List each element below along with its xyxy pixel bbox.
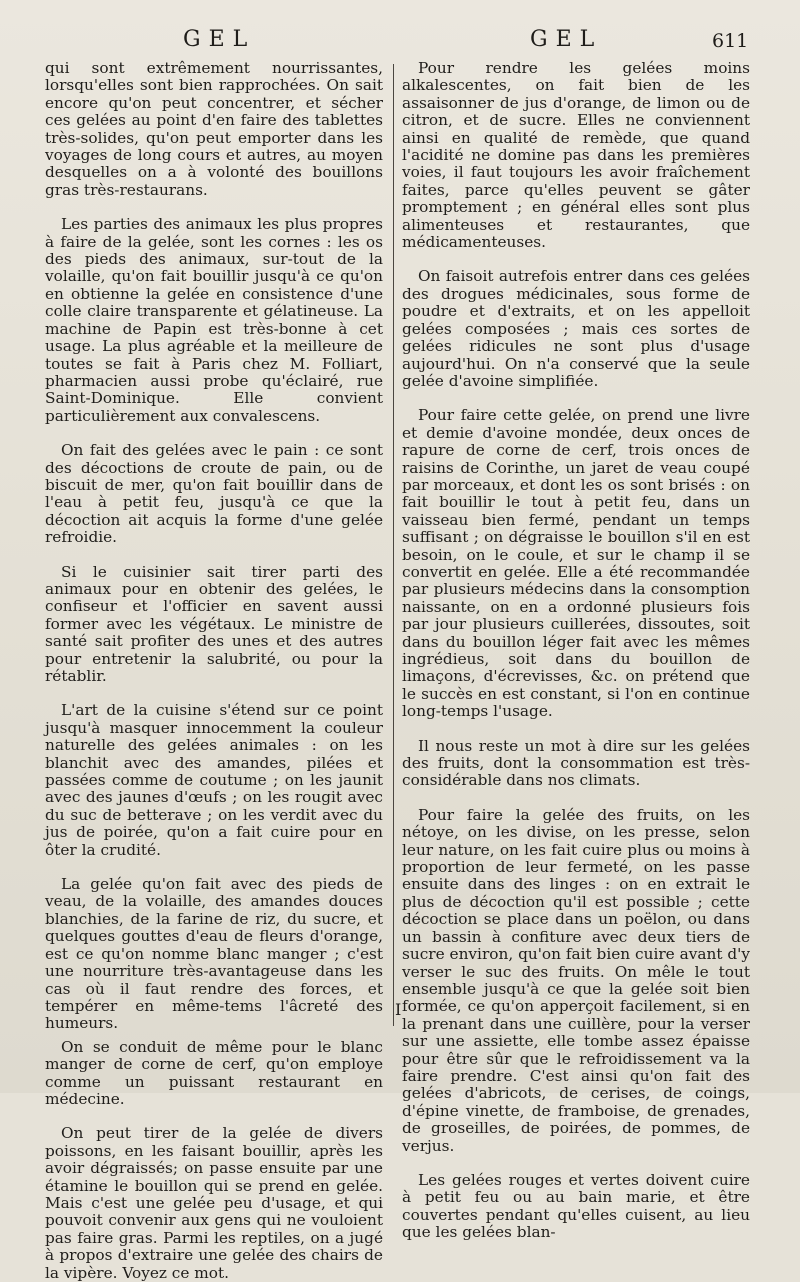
paragraph: Les parties des animaux les plus propres à faire de la gelée, sont les cornes : les os des pieds des animaux, sur-tout de la volaille, qu'on fait bouillir jusqu'à ce qu'on en obtienne la gelée en consistence d'une colle claire transparente et gélatineuse. La machine de Papin est très-bonne à cet usage. La plus agréable et la meilleure de toutes se fait à Paris chez M. Folliart, pharmacien aussi probe qu'éclairé, rue Saint-Dominique. Elle convient particulièrement aux convalescens. <box>45 215 383 425</box>
left-column <box>45 60 383 1282</box>
paragraph: Si le cuisinier sait tirer parti des animaux pour en obtenir des gelées, le confiseur et l'officier en savent aussi former avec les végétaux. Le ministre de santé sait profiter des unes et des autres pour entretenir la salubrité, ou pour la rétablir. <box>45 562 383 685</box>
paragraph: Il nous reste un mot à dire sur les gelées des fruits, dont la consommation est très-considérable dans nos climats. <box>402 736 750 790</box>
paragraph: Pour faire la gelée des fruits, on les nétoye, on les divise, on les presse, selon leur nature, on les fait cuire plus ou moins à proportion de leur fermeté, on les passe ensuite dans des linges : on en extrait le plus de décoction qu'il est possible ; cette décoction se place dans un poëlon, ou dans un bassin à confiture avec deux tiers de sucre environ, qu'on fait bien cuire avant d'y verser le suc des fruits. On mêle le tout ensemble jusqu'à ce que la gelée soit bien formée, ce qu'on apperçoit facilement, si en la prenant dans une cuillère, pour la verser sur une assiette, elle tombe assez épaisse pour être sûr que le refroidissement va la faire prendre. C'est ainsi qu'on fait des gelées d'abricots, de cerises, de coings, d'épine vinette, de framboise, de grenades, de groseilles, de poirées, de pommes, de verjus. <box>402 805 750 1155</box>
paragraph: Les gelées rouges et vertes doivent cuire à petit feu ou au bain marie, et être couvertes pendant qu'elles cuisent, au lieu que les gelées blan- <box>402 1170 750 1242</box>
paragraph: L'art de la cuisine s'étend sur ce point jusqu'à masquer innocemment la couleur naturelle des gelées animales : on les blanchit avec des amandes, pilées et passées comme de coutume ; on les jaunit avec des jaunes d'œufs ; on les rougit avec du suc de betterave ; on les verdit avec du jus de poirée, qu'on a fait cuire pour en ôter la crudité. <box>45 701 383 859</box>
right-column <box>402 60 750 1242</box>
paragraph: Pour rendre les gelées moins alkalescentes, on fait bien de les assaisonner de jus d'orange, de limon ou de citron, et de sucre. Elles ne conviennent ainsi en qualité de remède, que quand l'acidité ne domine pas dans les premières voies, il faut toujours les avoir fraîchement faites, parce qu'elles peuvent se gâter promptement ; en général elles sont plus alimenteuses et restaurantes, que médicamenteuses. <box>402 59 750 252</box>
signature-mark: I <box>395 1000 402 1019</box>
right-running-head: GEL <box>530 27 603 52</box>
paragraph: Pour faire cette gelée, on prend une livre et demie d'avoine mondée, deux onces de rapure de corne de cerf, trois onces de raisins de Corinthe, un jaret de veau coupé par morceaux, et dont les os sont brisés : on fait bouillir le tout à petit feu, dans un vaisseau bien fermé, pendant un temps suffisant ; on dégraisse le bouillon s'il en est besoin, on le coule, et sur le champ il se convertit en gelée. Elle a été recommandée par plusieurs médecins dans la consomption naissante, on en a ordonné plusieurs fois par jour plusieurs cuillerées, dissoutes, soit dans du bouillon léger fait avec les mêmes ingrédieus, soit dans du bouillon de limaçons, d'écrevisses, &c. on prétend que le succès en est constant, si l'on en continue long-temps l'usage. <box>402 406 750 721</box>
page-number: 611 <box>712 30 749 52</box>
paragraph: On fait des gelées avec le pain : ce sont des décoctions de croute de pain, ou de biscuit de mer, qu'on fait bouillir dans de l'eau à petit feu, jusqu'à ce que la décoction ait acquis la forme d'une gelée refroidie. <box>45 441 383 547</box>
running-header <box>0 24 800 60</box>
column-divider <box>393 64 394 1026</box>
paragraph: On peut tirer de la gelée de divers poissons, en les faisant bouillir, après les avoir dégraissés; on passe ensuite par une étamine le bouillon qui se prend en gelée. Mais c'est une gelée peu d'usage, et qui pouvoit convenir aux gens qui ne vouloient pas faire gras. Parmi les reptiles, on a jugé à propos d'extraire une gelée des chairs de la vipère. Voyez ce mot. <box>45 1124 383 1282</box>
paragraph: La gelée qu'on fait avec des pieds de veau, de la volaille, des amandes douces blanchies, de la farine de riz, du sucre, et quelques gouttes d'eau de fleurs d'orange, est ce qu'on nomme blanc manger ; c'est une nourriture très-avantageuse dans les cas où il faut rendre des forces, et tempérer en même-tems l'âcreté des humeurs. <box>45 875 383 1033</box>
paragraph: On se conduit de même pour le blanc manger de corne de cerf, qu'on employe comme un puissant restaurant en médecine. <box>45 1037 383 1108</box>
paragraph: On faisoit autrefois entrer dans ces gelées des drogues médicinales, sous forme de poudre et d'extraits, et on les appelloit gelées composées ; mais ces sortes de gelées ridicules ne sont plus d'usage aujourd'hui. On n'a conservé que la seule gelée d'avoine simplifiée. <box>402 267 750 390</box>
paragraph: qui sont extrêmement nourrissantes, lorsqu'elles sont bien rapprochées. On sait encore qu'on peut concentrer, et sécher ces gelées au point d'en faire des tablettes très-solides, qu'on peut emporter dans les voyages de long cours et autres, au moyen desquelles on a à volonté des bouillons gras très-restaurans. <box>45 59 383 199</box>
left-running-head: GEL <box>183 27 256 52</box>
